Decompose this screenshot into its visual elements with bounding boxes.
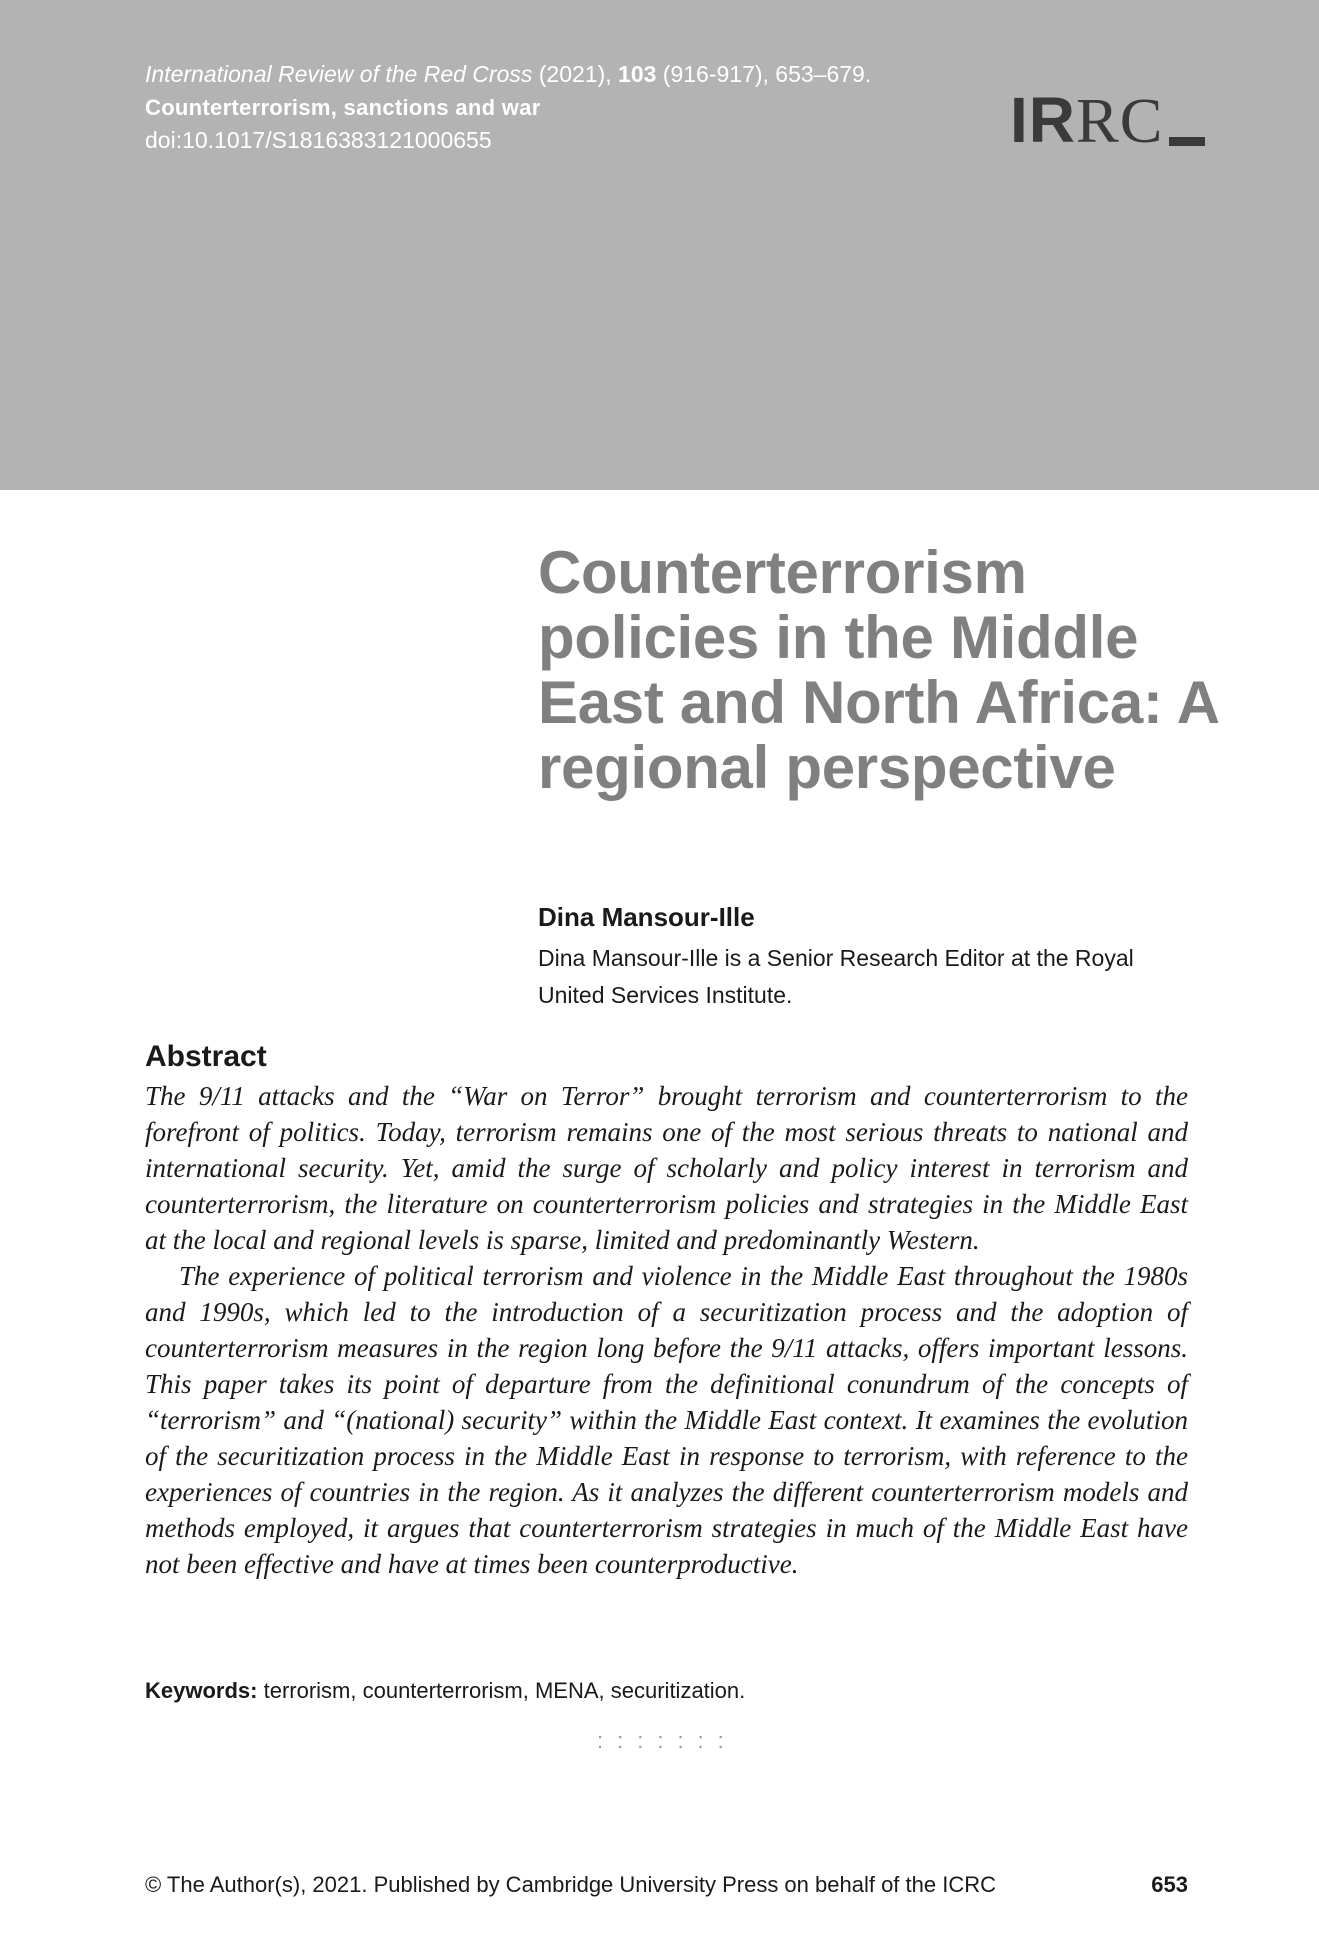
page-number: 653	[1151, 1872, 1188, 1897]
issue-pages: (916-917), 653–679.	[656, 61, 872, 87]
copyright-notice: © The Author(s), 2021. Published by Cambridge University Press on behalf of the ICRC	[145, 1872, 996, 1897]
footer	[145, 1872, 1188, 1898]
journal-name: International Review of the Red Cross	[145, 61, 533, 87]
keywords-text: terrorism, counterterrorism, MENA, securitization.	[257, 1678, 746, 1703]
author-bio: Dina Mansour-Ille is a Senior Research Editor at the Royal United Services Institute.	[538, 945, 1134, 1008]
section-ornament: :::::::	[597, 1728, 738, 1753]
volume: 103	[618, 61, 657, 87]
irrc-logo	[1010, 84, 1205, 156]
keywords-label: Keywords:	[145, 1678, 258, 1703]
abstract-paragraph: The experience of political terrorism and violence in the Middle East throughout the 1980s and 1990s, which led to the introduction of a securitization process and the adoption of counterterrorism measures in the region long before the 9/11 attacks, offers important lessons. This paper takes its point of departure from the definitional conundrum of the concepts of “terrorism” and “(national) security” within the Middle East context. It examines the evolution of the securitization process in the Middle East in response to terrorism, with reference to the experiences of countries in the region. As it analyzes the different counterterrorism models and methods employed, it argues that counterterrorism strategies in much of the Middle East have not been effective and have at times been counterproductive.	[145, 1261, 1188, 1579]
logo-regular-part: RC	[1076, 85, 1164, 156]
section-name: Counterterrorism, sanctions and war	[145, 95, 541, 120]
author-name: Dina Mansour-Ille	[538, 902, 755, 932]
keywords	[145, 1678, 745, 1704]
article-title: Counterterrorism policies in the Middle East and North Africa: A regional perspective	[538, 539, 1218, 801]
citation-block	[145, 58, 871, 157]
abstract-body	[145, 1078, 1188, 1582]
citation-year: (2021),	[532, 61, 619, 87]
logo-underscore	[1169, 137, 1205, 146]
logo-bold-part: IR	[1010, 84, 1076, 156]
abstract-paragraph: The 9/11 attacks and the “War on Terror” brought terrorism and counterterrorism to the forefront of politics. Today, terrorism remains one of the most serious threats to national and international security. Yet, amid the surge of scholarly and policy interest in terrorism and counterterrorism, the literature on counterterrorism policies and strategies in the Middle East at the local and regional levels is sparse, limited and predominantly Western.	[145, 1081, 1188, 1255]
doi: doi:10.1017/S1816383121000655	[145, 127, 492, 153]
abstract-heading: Abstract	[145, 1040, 267, 1073]
citation-line	[145, 58, 871, 91]
